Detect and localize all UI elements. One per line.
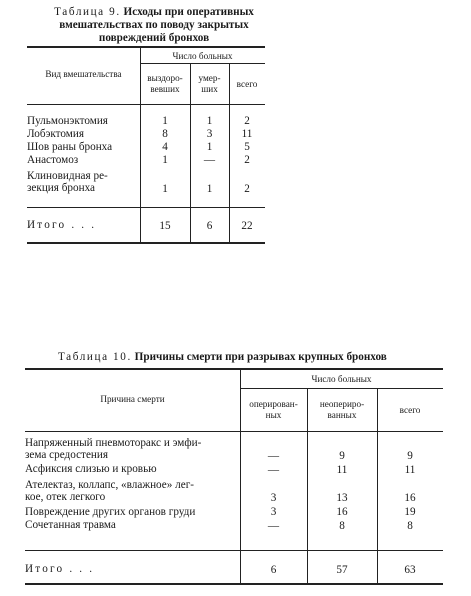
table10-total-nonoperated: 57 — [336, 564, 348, 576]
table9-title — [34, 6, 274, 45]
table10-row-nonoperated: 8 — [339, 520, 345, 532]
table10-row-operated: 3 — [270, 492, 277, 504]
table9-total-total: 22 — [241, 220, 253, 232]
table9-top-rule — [27, 46, 265, 48]
table9-total-died: 6 — [206, 220, 213, 232]
table9-total-label: Итого . . . — [27, 219, 97, 231]
table9-row-total: 11 — [241, 128, 253, 140]
table10-row-total: 8 — [407, 520, 413, 532]
table9-label: Таблица 9. — [54, 6, 121, 18]
table10-row-operated: 3 — [270, 506, 277, 518]
table10-row-name — [25, 437, 240, 461]
table10-title-text: Причины смерти при разрывах крупных бронхов — [134, 351, 387, 363]
table9-header-recovered-l2: вевших — [150, 84, 180, 94]
table10-header-operated-l2: ных — [265, 410, 282, 420]
table10-row-total: 16 — [404, 492, 416, 504]
table10-header-group: Число больных — [311, 374, 372, 384]
table9-header-died-l1: умер- — [198, 73, 221, 83]
table10-row-total: 19 — [404, 506, 416, 518]
table10-header-cause: Причина смерти — [100, 394, 165, 404]
table10-total-total: 63 — [404, 564, 416, 576]
table9-row-recovered: 8 — [162, 128, 168, 140]
table10-total-operated: 6 — [270, 564, 277, 576]
table9-total-recovered: 15 — [159, 220, 171, 232]
table10-header-nonoperated-l2: ванных — [327, 410, 357, 420]
table9-row-total: 2 — [244, 154, 250, 166]
table10-total-rule — [25, 550, 443, 551]
table9-row-died: — — [203, 154, 216, 166]
table10-row-name: Асфиксия слизью и кровью — [25, 463, 157, 475]
table10-top-rule — [25, 368, 443, 370]
table10-row-nonoperated: 16 — [336, 506, 348, 518]
table10-row-name-l2: зема средостения — [25, 449, 109, 461]
table9-bottom-rule — [27, 242, 265, 244]
table9-row-recovered: 1 — [162, 154, 168, 166]
table10-header-total: всего — [399, 405, 421, 415]
table10-row-name: Сочетанная травма — [25, 519, 116, 531]
table9-title-line1: Исходы при оперативных — [123, 6, 254, 18]
table10-row-operated: — — [267, 520, 280, 532]
table9-header-recovered-l1: выздоро- — [147, 73, 183, 83]
table9-row-name: Лобэктомия — [27, 128, 85, 140]
table9-header-died-l2: ших — [201, 84, 218, 94]
table9-header-died — [190, 73, 229, 95]
table10-row-operated: — — [267, 450, 280, 462]
table9-row-name-l2: зекция бронха — [27, 182, 96, 194]
table10-header-nonoperated-l1: неопериро- — [319, 399, 365, 409]
table9-row-name: Анастомоз — [27, 154, 79, 166]
table9-row-died: 1 — [206, 183, 213, 195]
table10-label: Таблица 10. — [58, 351, 132, 363]
table10-row-name-l2: кое, отек легкого — [25, 491, 106, 503]
table10-row-name-l1: Напряженный пневмоторакс и эмфи- — [25, 437, 202, 449]
table10-row-name: Повреждение других органов груди — [25, 506, 196, 518]
table10-bottom-rule — [25, 583, 443, 585]
table10-row-operated: — — [267, 464, 280, 476]
table10-header-nonoperated — [307, 399, 377, 421]
table9-header-group: Число больных — [172, 51, 233, 61]
table10-row-total: 11 — [404, 464, 416, 476]
table9-row-recovered: 1 — [162, 183, 168, 195]
table9-header-recovered — [140, 73, 190, 95]
table9-row-total: 2 — [244, 183, 250, 195]
table9-title-line3: повреждений бронхов — [98, 32, 210, 44]
table9-row-died: 1 — [206, 115, 213, 127]
table9-row-total: 5 — [244, 141, 250, 153]
table9-header-intervention: Вид вмешательства — [45, 69, 122, 79]
table9-row-name: Шов раны бронха — [27, 141, 113, 153]
table10-row-nonoperated: 13 — [336, 492, 348, 504]
table9-row-recovered: 1 — [162, 115, 168, 127]
table10-vrule-3 — [377, 388, 378, 583]
table9-row-total: 2 — [244, 115, 250, 127]
table9-row-name — [27, 170, 140, 194]
table10-header-operated — [240, 399, 307, 421]
table9-header-total: всего — [236, 79, 258, 89]
table9-row-died: 1 — [206, 141, 213, 153]
table10-row-name — [25, 479, 240, 503]
table10-group-rule — [240, 388, 443, 389]
table10-row-nonoperated: 9 — [339, 450, 345, 462]
table9-group-rule — [140, 63, 265, 64]
table9-row-recovered: 4 — [162, 141, 168, 153]
table9-row-died: 3 — [206, 128, 213, 140]
table10-title — [58, 351, 418, 364]
table9-title-line2: вмешательствах по поводу закрытых — [59, 19, 249, 31]
table9-row-name-l1: Клиновидная ре- — [27, 170, 108, 182]
table10-header-operated-l1: оперирован- — [249, 399, 298, 409]
table10-row-total: 9 — [407, 450, 413, 462]
table10-row-name-l1: Ателектаз, коллапс, «влажное» лег- — [25, 479, 195, 491]
table10-row-nonoperated: 11 — [336, 464, 348, 476]
table9-row-name: Пульмонэктомия — [27, 115, 108, 127]
table10-total-label: Итого . . . — [25, 563, 95, 575]
table10-header-rule — [25, 431, 443, 432]
